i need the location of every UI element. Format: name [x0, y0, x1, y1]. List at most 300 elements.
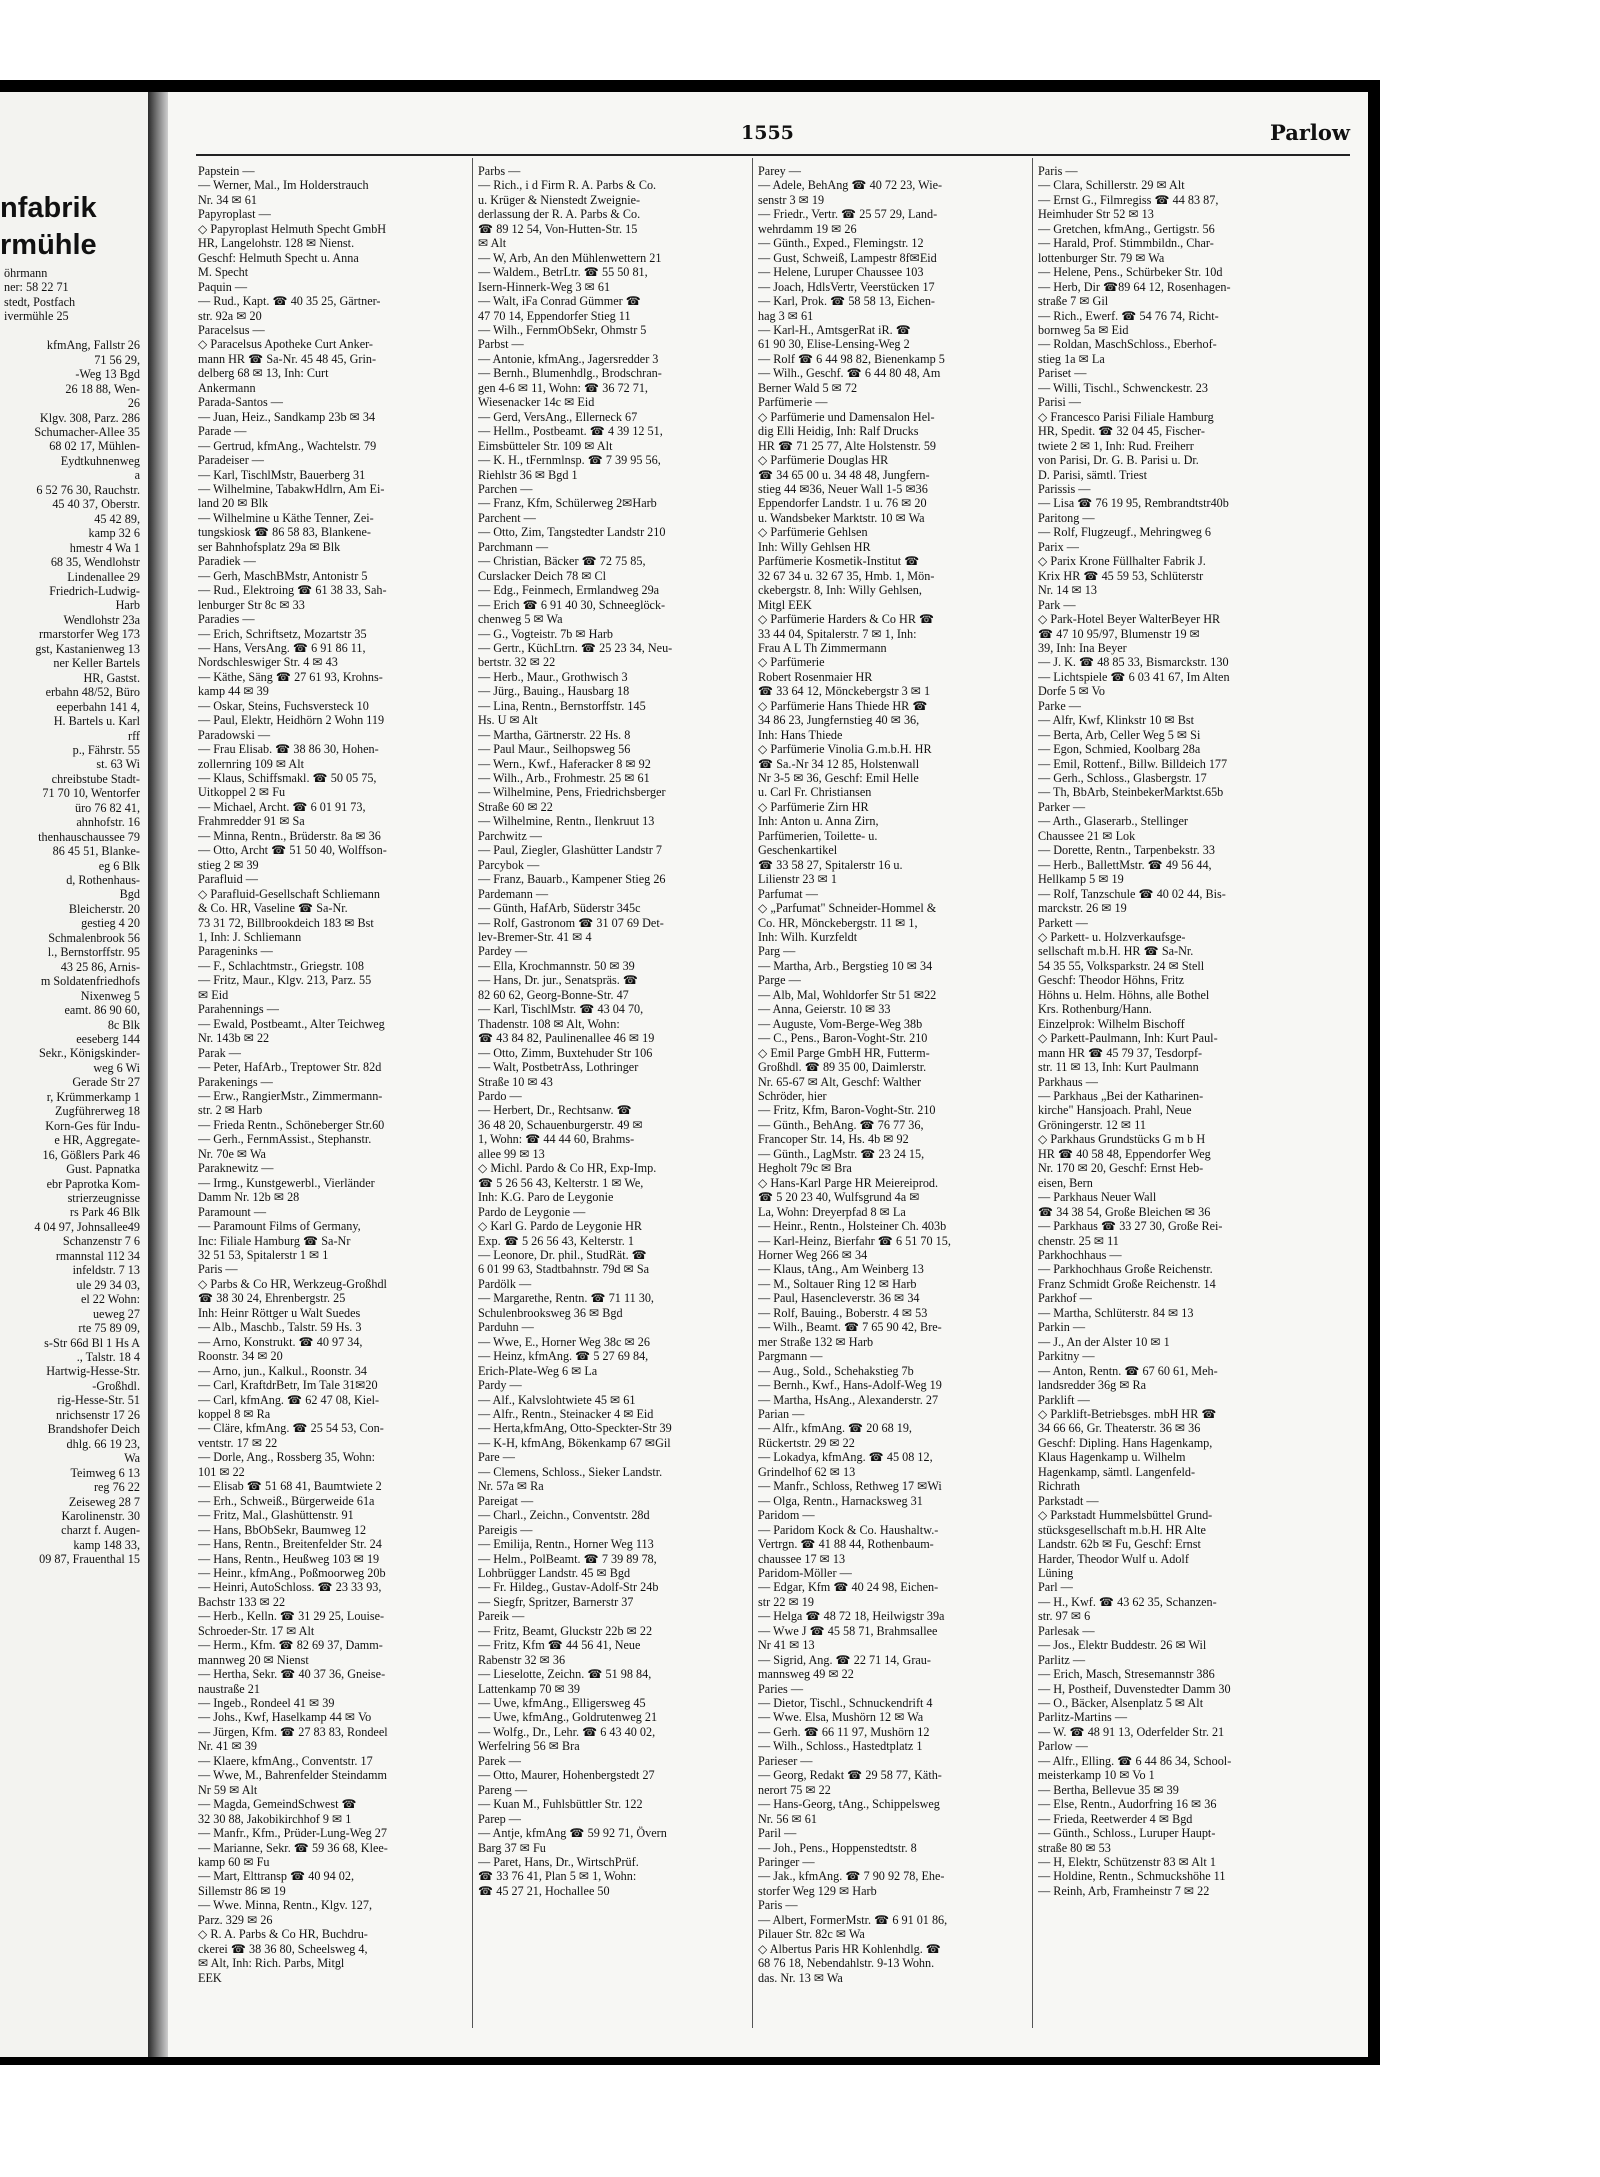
directory-entry-line: ◇ Parfümerie [758, 655, 825, 670]
directory-entry-line: — Günth., BehAng. ☎ 76 77 36, [758, 1117, 924, 1132]
directory-entry-line: — Wwe J ☎ 45 58 71, Brahmsallee [758, 1623, 938, 1638]
directory-entry-line: ◇ Hans-Karl Parge HR Meiereiprod. [758, 1175, 939, 1190]
directory-entry-line: von Parisi, Dr. G. B. Parisi u. Dr. [1038, 453, 1199, 468]
directory-entry-line: & Co. HR, Vaseline ☎ Sa-Nr. [198, 901, 348, 916]
directory-entry-line: chenweg 5 ✉ Wa [478, 612, 563, 627]
directory-entry-line: — Egon, Schmied, Koolbarg 28a [1038, 742, 1201, 757]
left-page-line: Wa [124, 1451, 140, 1466]
directory-entry-line: Pardo — [478, 1089, 522, 1103]
directory-entry-line: 32 30 88, Jakobikirchhof 9 ✉ 1 [198, 1811, 352, 1826]
left-page-line: ahnhofstr. 16 [76, 815, 140, 830]
directory-entry-line: ☎ 33 64 12, Mönckebergstr 3 ✉ 1 [758, 684, 931, 699]
directory-entry-line: — Alfr., Elling. ☎ 6 44 86 34, School- [1038, 1753, 1232, 1768]
directory-entry-line: — Paul Maur., Seilhopsweg 56 [478, 742, 631, 757]
left-page-line: s-Str 66d Bl 1 Hs A [44, 1335, 140, 1350]
left-page-line: charzt f. Augen- [61, 1523, 140, 1538]
left-page-line: kamp 32 6 [88, 526, 140, 541]
directory-entry-line: 1, Inh: J. Schliemann [198, 930, 302, 945]
directory-entry-line: Parge — [758, 973, 801, 988]
left-page-line: öhrmann [4, 266, 48, 280]
directory-entry-line: — Emilija, Rentn., Horner Weg 113 [478, 1537, 654, 1552]
directory-entry-line: — Marianne, Sekr. ☎ 59 36 68, Klee- [198, 1840, 388, 1855]
directory-entry-line: derlassung der R. A. Parbs & Co. [478, 207, 641, 222]
directory-entry-line: land 20 ✉ Blk [198, 496, 269, 511]
directory-entry-line: — Frieda, Reetwerder 4 ✉ Bgd [1038, 1811, 1193, 1826]
directory-entry-line: Inh: Willy Gehlsen HR [758, 539, 871, 554]
directory-entry-line: — Käthe, Säng ☎ 27 61 93, Krohns- [198, 669, 383, 684]
directory-entry-line: — Otto, Zimm, Buxtehuder Str 106 [478, 1045, 653, 1060]
directory-entry-line: Paril — [758, 1826, 797, 1841]
left-page-line: Korn-Ges für Indu- [45, 1118, 140, 1133]
directory-entry-line: — Joach, HdlsVertr, Veerstücken 17 [758, 279, 935, 294]
left-page-line: st. 63 Wi [96, 757, 140, 772]
directory-entry-line: Parakenings — [198, 1074, 273, 1089]
directory-entry-line: — Franz, Bauarb., Kampener Stieg 26 [478, 872, 666, 887]
directory-entry-line: u. Wandsbeker Marktstr. 10 ✉ Wa [758, 510, 925, 525]
directory-entry-line: Nr 59 ✉ Alt [198, 1782, 258, 1797]
directory-entry-line: Co. HR, Mönckebergstr. 11 ✉ 1, [758, 915, 918, 930]
directory-entry-line: gen 4-6 ✉ 11, Wohn: ☎ 36 72 71, [478, 380, 648, 395]
directory-entry-line: — Heinri, AutoSchloss. ☎ 23 33 93, [198, 1580, 382, 1595]
directory-entry-line: ◇ Park-Hotel Beyer WalterBeyer HR [1038, 612, 1221, 627]
directory-entry-line: — Roldan, MaschSchloss., Eberhof- [1038, 337, 1217, 352]
directory-entry-line: Nr. 57a ✉ Ra [478, 1479, 544, 1494]
directory-entry-line: Nr. 56 ✉ 61 [758, 1811, 817, 1826]
directory-entry-line: — Herbert, Dr., Rechtsanw. ☎ [478, 1103, 632, 1118]
directory-entry-line: — Karl-Heinz, Bierfahr ☎ 6 51 70 15, [758, 1233, 951, 1248]
directory-entry-line: — Alf., Kalvslohtwiete 45 ✉ 61 [478, 1392, 636, 1407]
directory-entry-line: — Manfr., Schloss, Rethweg 17 ✉Wi [758, 1479, 942, 1494]
directory-entry-line: — Franz, Kfm, Schülerweg 2✉Harb [478, 496, 657, 511]
directory-entry-line: — Gertrud, kfmAng., Wachtelstr. 79 [198, 438, 377, 453]
left-page-line: kfmAng, Fallstr 26 [46, 338, 140, 353]
directory-entry-line: — Hans, Dr. jur., Senatspräs. ☎ [478, 973, 639, 988]
left-page-line: stedt, Postfach [4, 294, 76, 309]
directory-entry-line: Paritong — [1038, 510, 1095, 525]
directory-entry-line: — Wolfg., Dr., Lehr. ☎ 6 43 40 02, [478, 1724, 656, 1739]
directory-entry-line: Parafluid — [198, 872, 258, 887]
column-divider [752, 158, 753, 2028]
directory-entry-line: Paradies — [198, 612, 255, 627]
left-page-line: infeldstr. 7 13 [72, 1263, 140, 1278]
directory-entry-line: 6 01 99 63, Stadtbahnstr. 79d ✉ Sa [478, 1262, 650, 1277]
directory-entry-line: — K. H., tFernmlnsp. ☎ 7 39 95 56, [478, 453, 661, 468]
directory-entry-line: Parcybok — [478, 857, 540, 872]
left-page-line: ueweg 27 [92, 1306, 140, 1321]
directory-entry-line: HR, Langelohstr. 128 ✉ Nienst. [198, 236, 355, 251]
directory-entry-line: — C., Pens., Baron-Voght-Str. 210 [758, 1031, 928, 1046]
directory-entry-line: Werfelring 56 ✉ Bra [478, 1739, 580, 1754]
directory-entry-line: — Cläre, kfmAng. ☎ 25 54 53, Con- [198, 1421, 384, 1436]
directory-entry-line: — Oskar, Steins, Fuchsversteck 10 [198, 698, 369, 713]
directory-entry-line: — Lokadya, kfmAng. ☎ 45 08 12, [758, 1450, 933, 1465]
directory-entry-line: Pareng — [478, 1782, 528, 1797]
directory-entry-line: Nr. 14 ✉ 13 [1038, 583, 1097, 598]
directory-entry-line: ◇ Karl G. Pardo de Leygonie HR [478, 1219, 643, 1234]
directory-entry-line: — Jürg., Bauing., Hausbarg 18 [478, 684, 630, 699]
directory-entry-line: — Wilh., Schloss., Hastedtplatz 1 [758, 1739, 923, 1754]
directory-entry-line: ◇ Parafluid-Gesellschaft Schliemann [198, 886, 380, 901]
directory-entry-line: stieg 44 ✉36, Neuer Wall 1-5 ✉36 [758, 481, 928, 496]
left-page-line: rmannstal 112 34 [55, 1248, 140, 1263]
directory-entry-line: Paquin — [198, 279, 248, 294]
directory-entry-line: ☎ 5 20 23 40, Wulfsgrund 4a ✉ [758, 1190, 920, 1205]
directory-entry-line: mannsweg 49 ✉ 22 [758, 1667, 854, 1682]
directory-entry-line: dig Elli Heidig, Inh: Ralf Drucks [758, 424, 919, 439]
directory-entry-line: ☎ 34 38 54, Große Bleichen ✉ 36 [1038, 1204, 1211, 1219]
left-page-line: Schmalenbrook 56 [48, 930, 140, 945]
directory-entry-line: 34 86 23, Jungfernstieg 40 ✉ 36, [758, 713, 920, 728]
directory-entry-line: — Johs., Kwf, Haselkamp 44 ✉ Vo [198, 1710, 372, 1725]
directory-entry-line: — Klaus, Schiffsmakl. ☎ 50 05 75, [198, 771, 377, 786]
column-2 [478, 164, 746, 2024]
directory-entry-line: senstr 3 ✉ 19 [758, 192, 825, 207]
directory-entry-line: — Helene, Pens., Schürbeker Str. 10d [1038, 265, 1223, 280]
directory-entry-line: Parkett — [1038, 915, 1088, 930]
left-page-heading: nfabrik [0, 192, 97, 224]
directory-entry-line: mann HR ☎ 45 79 37, Tesdorpf- [1038, 1045, 1203, 1060]
directory-entry-line: Parkhochhaus — [1038, 1247, 1122, 1262]
directory-entry-line: Inh: K.G. Paro de Leygonie [478, 1190, 614, 1205]
directory-entry-line: — Siegfr, Spritzer, Barnerstr 37 [478, 1594, 634, 1609]
directory-entry-line: — Friedr., Vertr. ☎ 25 57 29, Land- [758, 207, 938, 222]
left-page-line: Eydtkuhnenweg [60, 453, 140, 468]
directory-entry-line: Parduhn — [478, 1320, 534, 1335]
directory-entry-line: ◇ Parkstadt Hummelsbüttel Grund- [1038, 1508, 1213, 1523]
directory-entry-line: mann HR ☎ Sa-Nr. 45 48 45, Grin- [198, 351, 377, 366]
directory-entry-line: — Walt, PostbetrAss, Lothringer [478, 1060, 639, 1075]
left-page-line: d, Rothenhaus- [66, 873, 140, 888]
directory-entry-line: Inh: Wilh. Kurzfeldt [758, 930, 858, 945]
directory-entry-line: — Willi, Tischl., Schwenckestr. 23 [1038, 380, 1208, 395]
directory-entry-line: Nr. 65-67 ✉ Alt, Geschf: Walther [758, 1074, 922, 1089]
directory-entry-line: — Uwe, kfmAng., Goldrutenweg 21 [478, 1710, 658, 1725]
directory-entry-line: str 22 ✉ 19 [758, 1594, 814, 1609]
left-page-line: Nixenweg 5 [80, 988, 140, 1003]
directory-entry-line: Damm Nr. 12b ✉ 28 [198, 1190, 300, 1205]
directory-entry-line: Lohbrügger Landstr. 45 ✉ Bgd [478, 1565, 631, 1580]
left-page-line: erbahn 48/52, Büro [45, 685, 140, 700]
directory-entry-line: str. 97 ✉ 6 [1038, 1609, 1091, 1624]
directory-entry-line: 54 35 55, Volksparkstr. 24 ✉ Stell [1038, 958, 1205, 973]
directory-entry-line: Nr. 34 ✉ 61 [198, 192, 257, 207]
directory-entry-line: — Gerh, MaschBMstr, Antonistr 5 [198, 568, 368, 583]
directory-entry-line: — Paul, Ziegler, Glashütter Landstr 7 [478, 843, 662, 858]
directory-entry-line: — Anna, Geierstr. 10 ✉ 33 [758, 1002, 891, 1017]
directory-entry-line: Inc: Filiale Hamburg ☎ Sa-Nr [198, 1233, 351, 1248]
directory-entry-line: 36 48 20, Schauenburgerstr. 49 ✉ [478, 1117, 643, 1132]
directory-entry-line: — M., Soltauer Ring 12 ✉ Harb [758, 1276, 917, 1291]
directory-entry-line: HR ☎ 71 25 77, Alte Holstenstr. 59 [758, 438, 937, 453]
directory-entry-line: Grindelhof 62 ✉ 13 [758, 1464, 856, 1479]
directory-entry-line: chenstr. 25 ✉ 11 [1038, 1233, 1119, 1248]
directory-entry-line: stücksgesellschaft m.b.H. HR Alte [1038, 1522, 1206, 1537]
directory-entry-line: — Dietor, Tischl., Schnuckendrift 4 [758, 1696, 933, 1711]
directory-entry-line: — Magda, GemeindSchwest ☎ [198, 1797, 357, 1812]
directory-entry-line: ◇ Parix Krone Füllhalter Fabrik J. [1038, 554, 1206, 569]
directory-entry-line: Parlitz — [1038, 1652, 1086, 1667]
directory-entry-line: Parade — [198, 424, 247, 439]
directory-entry-line: — Paul, Elektr, Heidhörn 2 Wohn 119 [198, 713, 385, 728]
directory-entry-line: — Auguste, Vom-Berge-Weg 38b [758, 1016, 923, 1031]
directory-entry-line: Parkin — [1038, 1320, 1086, 1335]
directory-entry-line: stieg 2 ✉ 39 [198, 857, 259, 872]
directory-entry-line: — H, Postheif, Duvenstedter Damm 30 [1038, 1681, 1231, 1696]
directory-entry-line: Parey — [758, 164, 801, 178]
directory-entry-line: — Erw., RangierMstr., Zimmermann- [198, 1089, 383, 1103]
directory-entry-line: ◇ Parkett-Paulmann, Inh: Kurt Paul- [1038, 1031, 1218, 1046]
directory-entry-line: — Georg, Redakt ☎ 29 58 77, Käth- [758, 1768, 942, 1783]
left-page-line: e HR, Aggregate- [54, 1133, 140, 1148]
directory-entry-line: — Gretchen, kfmAng., Gertigstr. 56 [1038, 221, 1215, 236]
directory-entry-line: — Ingeb., Rondeel 41 ✉ 39 [198, 1696, 335, 1711]
left-page-line: HR, Gastst. [83, 670, 140, 685]
directory-entry-line: — Paridom Kock & Co. Haushaltw.- [758, 1522, 939, 1537]
directory-entry-line: Riehlstr 36 ✉ Bgd 1 [478, 467, 578, 482]
directory-entry-line: — Heinz, kfmAng. ☎ 5 27 69 84, [478, 1349, 649, 1364]
directory-entry-line: — Günth, HafArb, Süderstr 345c [478, 901, 641, 916]
directory-entry-line: Paries — [758, 1681, 804, 1696]
left-page-line: üro 76 82 41, [75, 800, 140, 815]
left-page-line: rig-Hesse-Str. 51 [57, 1393, 140, 1408]
directory-entry-line: 61 90 30, Elise-Lensing-Weg 2 [758, 337, 910, 352]
directory-entry-line: ◇ Parkett- u. Holzverkaufsge- [1038, 930, 1186, 945]
directory-entry-line: Parlitz-Martins — [1038, 1710, 1128, 1725]
left-page-line: Wendlohstr 23a [63, 612, 140, 627]
directory-entry-line: Paridom — [758, 1508, 815, 1523]
directory-entry-line: Roonstr. 34 ✉ 20 [198, 1349, 283, 1364]
directory-entry-line: — Irmg., Kunstgewerbl., Vierländer [198, 1175, 375, 1190]
directory-entry-line: marckstr. 26 ✉ 19 [1038, 901, 1127, 916]
directory-entry-line: Parfümerie Kosmetik-Institut ☎ [758, 554, 920, 569]
directory-entry-line: ◇ Albertus Paris HR Kohlenhdlg. ☎ [758, 1941, 941, 1956]
directory-entry-line: eisen, Bern [1038, 1175, 1093, 1190]
directory-entry-line: Park — [1038, 597, 1076, 612]
directory-entry-line: ◇ „Parfumat" Schneider-Hommel & [758, 901, 937, 916]
directory-entry-line: Pare — [478, 1450, 515, 1465]
directory-entry-line: — Lichtspiele ☎ 6 03 41 67, Im Alten [1038, 669, 1230, 684]
directory-entry-line: — Martha, Arb., Bergstieg 10 ✉ 34 [758, 958, 933, 973]
column-divider [1032, 158, 1033, 2028]
directory-entry-line: ◇ Parklift-Betriebsges. mbH HR ☎ [1038, 1406, 1217, 1421]
directory-entry-line: Einzelprok: Wilhelm Bischoff [1038, 1016, 1185, 1031]
directory-entry-line: Straße 60 ✉ 22 [478, 799, 553, 814]
directory-entry-line: Parissis — [1038, 481, 1091, 496]
directory-entry-line: Paris — [758, 1898, 798, 1913]
directory-entry-line: Landstr. 62b ✉ Fu, Geschf: Ernst [1038, 1537, 1201, 1552]
directory-entry-line: chaussee 17 ✉ 13 [758, 1551, 846, 1566]
directory-entry-line: — Charl., Zeichn., Conventstr. 28d [478, 1508, 650, 1523]
directory-entry-line: hag 3 ✉ 61 [758, 308, 814, 323]
directory-entry-line: — Wwe. Minna, Rentn., Klgv. 127, [198, 1898, 372, 1913]
left-page-line: Brandshofer Deich [47, 1422, 140, 1437]
directory-entry-line: — Helga ☎ 48 72 18, Heilwigstr 39a [758, 1609, 945, 1624]
directory-entry-line: — Bertha, Bellevue 35 ✉ 39 [1038, 1782, 1179, 1797]
directory-entry-line: — Wwe, M., Bahrenfelder Steindamm [198, 1768, 387, 1783]
directory-entry-line: Nr. 170 ✉ 20, Geschf: Ernst Heb- [1038, 1161, 1204, 1176]
directory-entry-line: ☎ 33 76 41, Plan 5 ✉ 1, Wohn: [478, 1869, 637, 1884]
left-page-line: Harb [115, 598, 140, 613]
directory-entry-line: Nr. 143b ✉ 22 [198, 1031, 270, 1046]
directory-entry-line: Parlow — [1038, 1739, 1088, 1754]
directory-entry-line: delberg 68 ✉ 13, Inh: Curt [198, 366, 329, 381]
header-rule [196, 154, 1350, 156]
directory-entry-line: — Mart, Elttransp ☎ 40 94 02, [198, 1869, 354, 1884]
directory-entry-line: Parbs — [478, 164, 521, 178]
directory-entry-line: Pardy — [478, 1378, 522, 1393]
directory-entry-line: — Joh., Pens., Hoppenstedtstr. 8 [758, 1840, 917, 1855]
left-page-line: ., Talstr. 18 4 [76, 1349, 140, 1364]
directory-entry-line: Parg — [758, 944, 796, 959]
directory-entry-line: ◇ R. A. Parbs & Co HR, Buchdru- [198, 1927, 368, 1942]
left-page-heading: rmühle [0, 229, 97, 261]
directory-entry-line: Parkhaus — [1038, 1074, 1098, 1089]
directory-entry-line: — Dorette, Rentn., Tarpenbekstr. 33 [1038, 843, 1215, 858]
directory-entry-line: str. 92a ✉ 20 [198, 308, 262, 323]
left-page-line: rmarstorfer Weg 173 [39, 627, 140, 642]
directory-entry-line: — Karl, Prok. ☎ 58 58 13, Eichen- [758, 294, 935, 309]
directory-entry-line: — Heinr., kfmAng., Poßmoorweg 20b [198, 1565, 386, 1580]
directory-entry-line: — Herb., Kelln. ☎ 31 29 25, Louise- [198, 1609, 385, 1624]
directory-entry-line: ◇ Paracelsus Apotheke Curt Anker- [198, 337, 373, 352]
directory-entry-line: Inh: Heinr Röttger u Walt Suedes [198, 1305, 361, 1320]
directory-entry-line: — Gertr., KüchLtrn. ☎ 25 23 34, Neu- [478, 640, 673, 655]
left-page-line: 4 04 97, Johnsallee49 [34, 1219, 140, 1234]
directory-page [168, 92, 1368, 2057]
directory-entry-line: kamp 60 ✉ Fu [198, 1855, 270, 1870]
directory-entry-line: — Klaus, tAng., Am Weinberg 13 [758, 1262, 924, 1277]
directory-entry-line: — Martha, Schlüterstr. 84 ✉ 13 [1038, 1305, 1194, 1320]
left-page-line: 26 [127, 396, 140, 411]
directory-entry-line: lenburger Str 8c ✉ 33 [198, 597, 305, 612]
directory-entry-line: — Helene, Luruper Chaussee 103 [758, 265, 924, 280]
directory-entry-line: Schulenbrooksweg 36 ✉ Bgd [478, 1305, 623, 1320]
directory-entry-line: 47 70 14, Eppendorfer Stieg 11 [478, 308, 631, 323]
directory-entry-line: Schroeder-Str. 17 ✉ Alt [198, 1623, 315, 1638]
directory-entry-line: bornweg 5a ✉ Eid [1038, 322, 1129, 337]
directory-entry-line: Parklift — [1038, 1392, 1090, 1407]
directory-entry-line: Paradiek — [198, 554, 256, 569]
left-page-line: rte 75 89 09, [78, 1321, 140, 1336]
left-page-line: Teimweg 6 13 [70, 1465, 140, 1480]
directory-entry-line: — Erich, Masch, Stresemannstr 386 [1038, 1667, 1215, 1682]
directory-entry-line: — Gerh., FernmAssist., Stephanstr. [198, 1132, 372, 1147]
directory-entry-line: — Herta,kfmAng, Otto-Speckter-Str 39 [478, 1421, 672, 1436]
left-page-line: Zugführerweg 18 [55, 1104, 140, 1119]
directory-entry-line: Thadenstr. 108 ✉ Alt, Wohn: [478, 1016, 620, 1031]
directory-entry-line: Parbst — [478, 337, 524, 352]
directory-entry-line: Nr 41 ✉ 13 [758, 1638, 815, 1653]
directory-entry-line: Richrath [1038, 1479, 1080, 1494]
directory-entry-line: — Leonore, Dr. phil., StudRät. ☎ [478, 1247, 647, 1262]
left-page-line: Zeiseweg 28 7 [68, 1494, 140, 1509]
left-page-line: rff [128, 728, 140, 743]
directory-entry-line: Pardo de Leygonie — [478, 1204, 586, 1219]
directory-entry-line: ☎ 47 10 95/97, Blumenstr 19 ✉ [1038, 626, 1200, 641]
directory-entry-line: ☎ 45 27 21, Hochallee 50 [478, 1883, 610, 1898]
directory-entry-line: — Karl-H., AmtsgerRat iR. ☎ [758, 322, 911, 337]
left-page-line: ivermühle 25 [4, 309, 69, 324]
directory-entry-line: Paris — [198, 1262, 238, 1277]
directory-entry-line: Parageninks — [198, 944, 273, 959]
directory-entry-line: — Fritz, Mal., Glashüttenstr. 91 [198, 1508, 354, 1523]
directory-entry-line: — Hertha, Sekr. ☎ 40 37 36, Gneise- [198, 1667, 386, 1682]
directory-entry-line: Pariset — [1038, 366, 1087, 381]
directory-entry-line: — Aug., Sold., Schehakstieg 7b [758, 1363, 914, 1378]
directory-entry-line: Paridom-Möller — [758, 1565, 852, 1580]
left-page-line: weg 6 Wi [93, 1060, 140, 1075]
directory-entry-line: Lüning [1038, 1565, 1074, 1580]
directory-entry-line: — Manfr., Kfm., Prüder-Lung-Weg 27 [198, 1826, 387, 1841]
directory-entry-line: zollernring 109 ✉ Alt [198, 756, 305, 771]
directory-entry-line: ckerei ☎ 38 36 80, Scheelsweg 4, [198, 1941, 368, 1956]
directory-entry-line: Eppendorfer Landstr. 1 u. 76 ✉ 20 [758, 496, 927, 511]
directory-entry-line: Pareigat — [478, 1493, 534, 1508]
directory-entry-line: ventstr. 17 ✉ 22 [198, 1435, 278, 1450]
directory-entry-line: straße 80 ✉ 53 [1038, 1840, 1111, 1855]
directory-entry-line: Geschf: Dipling. Hans Hagenkamp, [1038, 1435, 1213, 1450]
directory-entry-line: Parian — [758, 1406, 805, 1421]
directory-entry-line: Mitgl EEK [758, 597, 812, 612]
directory-entry-line: — Edgar, Kfm ☎ 40 24 98, Eichen- [758, 1580, 939, 1595]
directory-entry-line: stieg 1a ✉ La [1038, 351, 1105, 366]
directory-entry-line: — Paramount Films of Germany, [198, 1219, 361, 1234]
left-page-line: eeseberg 144 [76, 1032, 140, 1047]
directory-entry-line: Pargmann — [758, 1349, 823, 1364]
directory-entry-line: — Rich., Ewerf. ☎ 54 76 74, Richt- [1038, 308, 1219, 323]
directory-entry-line: Parchmann — [478, 539, 549, 554]
directory-entry-line: 39, Inh: Ina Beyer [1038, 640, 1127, 655]
directory-entry-line: u. Carl Fr. Christiansen [758, 785, 872, 800]
left-page-line: 16, Gößlers Park 46 [42, 1147, 140, 1162]
directory-entry-line: tungskiosk ☎ 86 58 83, Blankene- [198, 525, 371, 540]
directory-entry-line: Parkhof — [1038, 1291, 1092, 1306]
directory-entry-line: 34 66 66, Gr. Theaterstr. 36 ✉ 36 [1038, 1421, 1201, 1436]
directory-entry-line: Geschf: Theodor Höhns, Fritz [1038, 973, 1184, 988]
directory-entry-line: Horner Weg 266 ✉ 34 [758, 1247, 868, 1262]
directory-entry-line: — Wilhelmine, Pens, Friedrichsberger [478, 785, 666, 800]
directory-entry-line: ✉ Alt, Inh: Rich. Parbs, Mitgl [198, 1956, 345, 1971]
left-page-line: -Großhdl. [92, 1378, 140, 1393]
directory-entry-line: — Martha, Gärtnerstr. 22 Hs. 8 [478, 727, 631, 742]
directory-entry-line: Paraknewitz — [198, 1161, 274, 1176]
directory-entry-line: bertstr. 32 ✉ 22 [478, 655, 556, 670]
left-page-line: Lindenallee 29 [67, 569, 140, 584]
directory-entry-line: Parl — [1038, 1580, 1073, 1595]
directory-entry-line: — Paul, Hasencleverstr. 36 ✉ 34 [758, 1291, 920, 1306]
left-page-line: eeperbahn 141 4, [56, 699, 140, 714]
directory-entry-line: — Carl, KraftdrBetr, Im Tale 31✉20 [198, 1378, 378, 1393]
directory-entry-line: — Lina, Rentn., Bernstorffstr. 145 [478, 698, 646, 713]
directory-entry-line: — H., Kwf. ☎ 43 62 35, Schanzen- [1038, 1594, 1217, 1609]
directory-entry-line: 33 44 04, Spitalerstr. 7 ✉ 1, Inh: [758, 626, 917, 641]
directory-entry-line: Paramount — [198, 1204, 267, 1219]
directory-entry-line: ◇ Francesco Parisi Filiale Hamburg [1038, 409, 1214, 424]
directory-entry-line: — Herm., Kfm. ☎ 82 69 37, Damm- [198, 1638, 383, 1653]
directory-entry-line: — Jos., Elektr Buddestr. 26 ✉ Wil [1038, 1638, 1207, 1653]
directory-entry-line: — Sigrid, Ang. ☎ 22 71 14, Grau- [758, 1652, 931, 1667]
directory-entry-line: EEK [198, 1970, 222, 1985]
directory-entry-line: Lattenkamp 70 ✉ 39 [478, 1681, 580, 1696]
directory-entry-line: — Erich, Schriftsetz, Mozartstr 35 [198, 626, 367, 641]
directory-entry-line: — Else, Rentn., Audorfring 16 ✉ 36 [1038, 1797, 1217, 1812]
column-3 [758, 164, 1026, 2024]
directory-entry-line: — Parkhaus „Bei der Katharinen- [1038, 1089, 1204, 1103]
left-page-line: 26 18 88, Wen- [65, 381, 140, 396]
directory-entry-line: Paris — [1038, 164, 1078, 178]
left-page-line: Gerade Str 27 [72, 1075, 140, 1090]
directory-entry-line: ◇ Parfümerie Harders & Co HR ☎ [758, 612, 935, 627]
